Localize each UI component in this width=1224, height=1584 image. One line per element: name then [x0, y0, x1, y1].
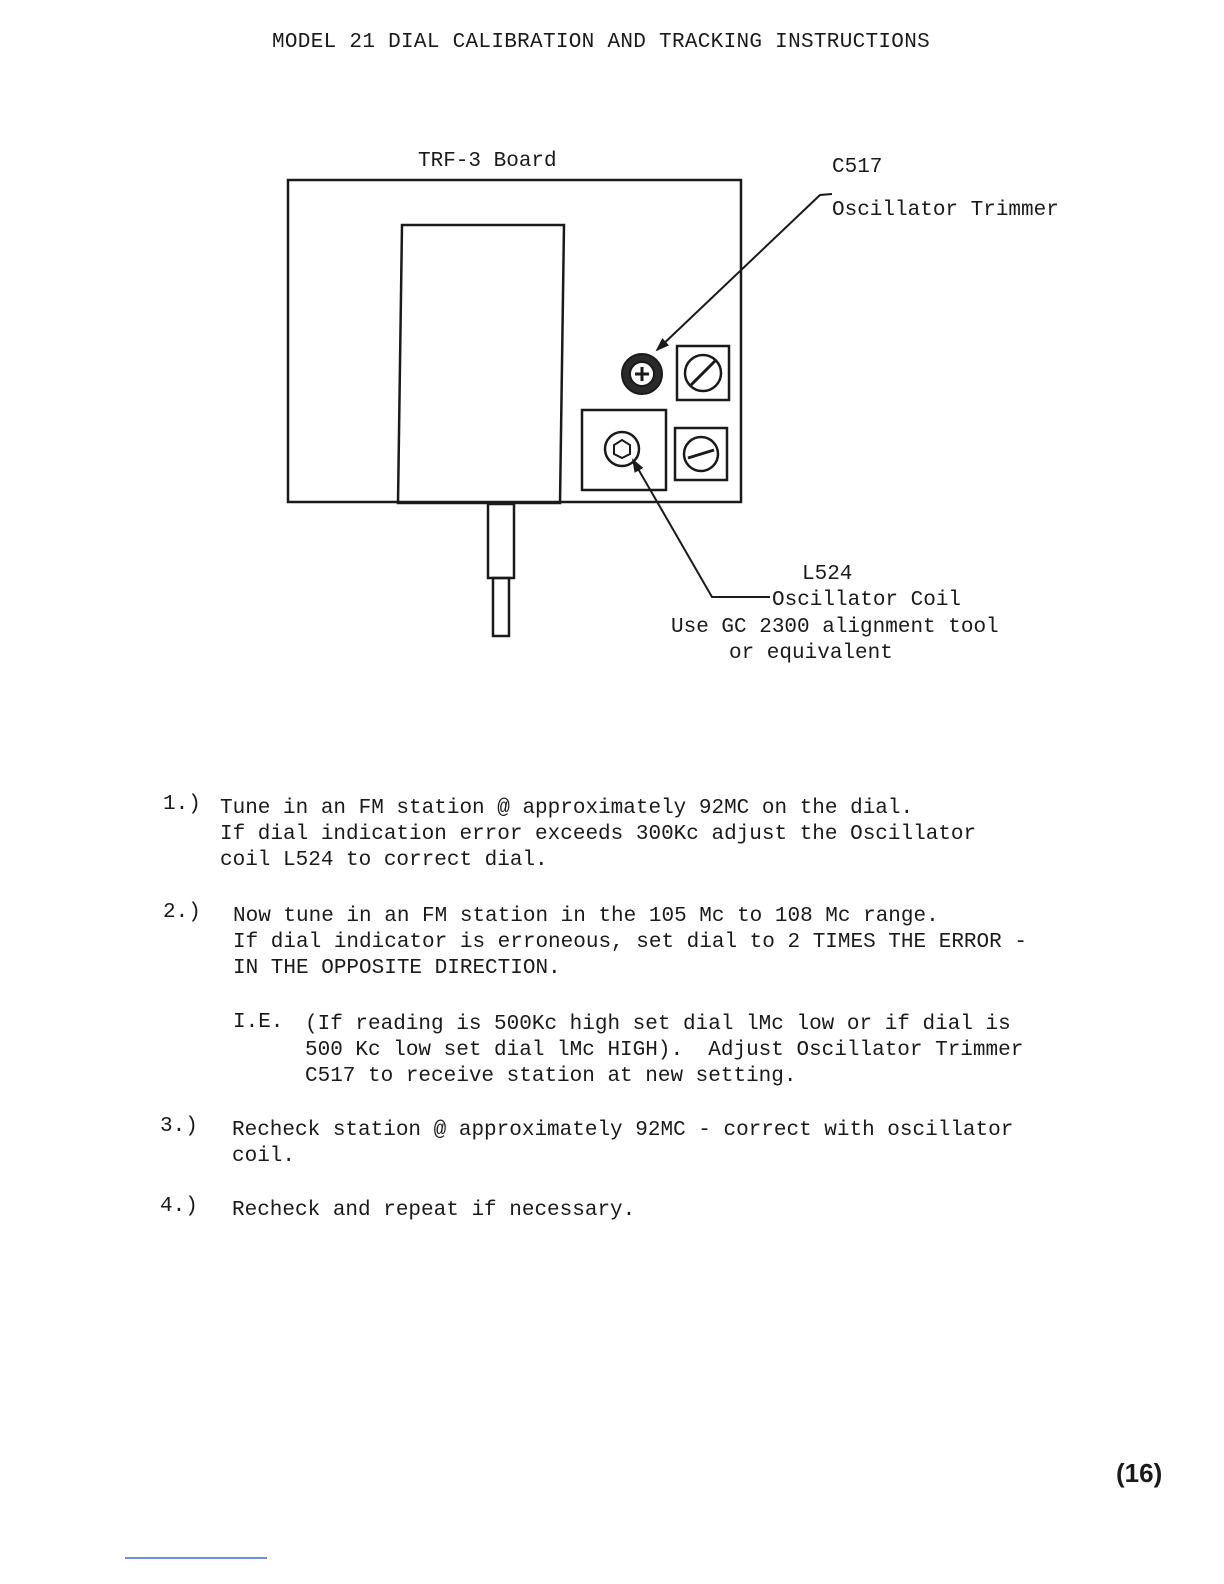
step-2-number: 2.) [163, 901, 201, 924]
step-4-line-1: Recheck and repeat if necessary. [232, 1199, 636, 1222]
example-line-2: 500 Kc low set dial lMc HIGH). Adjust Oscillator Trimmer [305, 1039, 1024, 1062]
tool-note-line-2: or equivalent [729, 642, 893, 665]
scan-edge-mark [125, 1557, 267, 1559]
example-line-1: (If reading is 500Kc high set dial lMc low or if dial is [305, 1013, 1011, 1036]
slotted-screw-bottom-icon [675, 428, 727, 480]
tool-note-line-1: Use GC 2300 alignment tool [671, 616, 999, 639]
coil-box [582, 410, 666, 490]
step-3-number: 3.) [160, 1115, 198, 1138]
slotted-screw-top-icon [677, 346, 729, 400]
board-cable-tip [493, 578, 509, 636]
step-2-line-1: Now tune in an FM station in the 105 Mc to 108 Mc range. [233, 905, 939, 928]
step-3-line-1: Recheck station @ approximately 92MC - correct with oscillator [232, 1119, 1014, 1142]
board-module [398, 225, 564, 503]
step-1-line-3: coil L524 to correct dial. [220, 849, 548, 872]
trimmer-name-label: Oscillator Trimmer [832, 199, 1059, 222]
step-1-number: 1.) [163, 793, 201, 816]
step-1-line-1: Tune in an FM station @ approximately 92MC on the dial. [220, 797, 914, 820]
board-outline [288, 180, 741, 502]
trimmer-c517-icon [622, 354, 662, 394]
example-line-3: C517 to receive station at new setting. [305, 1065, 797, 1088]
trimmer-leader-line [657, 194, 832, 350]
step-4-number: 4.) [160, 1195, 198, 1218]
trimmer-ref-label: C517 [832, 156, 883, 179]
step-3-line-2: coil. [232, 1145, 296, 1168]
step-2-line-3: IN THE OPPOSITE DIRECTION. [233, 957, 561, 980]
page-title: MODEL 21 DIAL CALIBRATION AND TRACKING INSTRUCTIONS [272, 31, 931, 54]
coil-name-label: Oscillator Coil [772, 589, 962, 612]
trf3-board-diagram [0, 0, 1224, 700]
coil-ref-label: L524 [802, 563, 853, 586]
page-number: (16) [1116, 1458, 1163, 1488]
board-label: TRF-3 Board [418, 150, 557, 173]
example-label: I.E. [233, 1011, 284, 1034]
step-2-line-2: If dial indicator is erroneous, set dial to 2 TIMES THE ERROR - [233, 931, 1027, 954]
board-cable [488, 504, 514, 578]
step-1-line-2: If dial indication error exceeds 300Kc adjust the Oscillator [220, 823, 977, 846]
